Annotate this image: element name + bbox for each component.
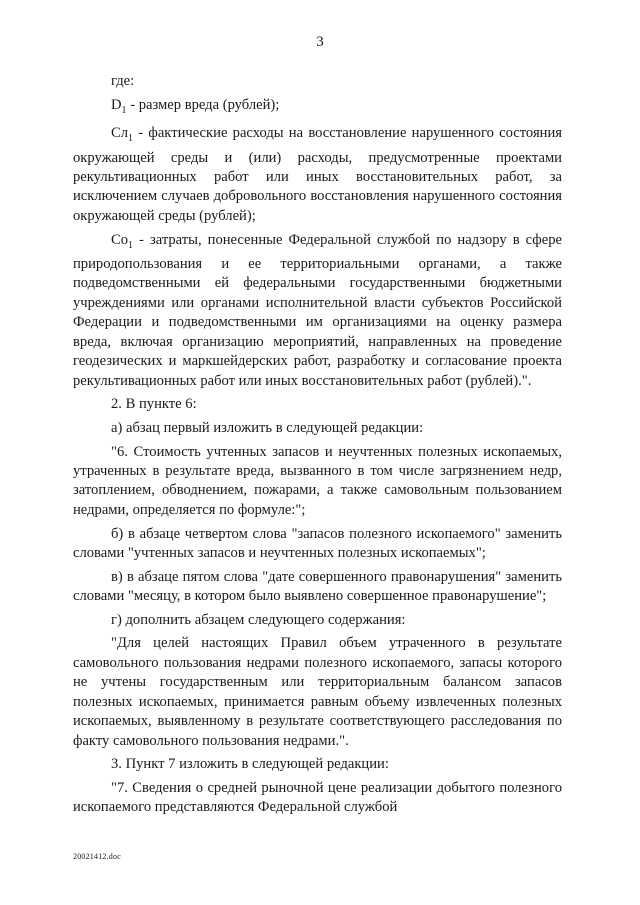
where-label: где: <box>111 73 135 89</box>
file-name-footer: 20021412.doc <box>73 852 121 861</box>
item-2a: а) абзац первый изложить в следующей редакции: <box>111 419 424 436</box>
symbol-subscript: 1 <box>128 239 134 251</box>
definition-text: - размер вреда (рублей); <box>126 96 280 113</box>
page-number: 3 <box>316 34 324 50</box>
document-body <box>73 72 562 818</box>
symbol-co: Со <box>111 231 129 248</box>
symbol-cl: Сл <box>111 125 129 142</box>
definition-co1 <box>73 231 562 392</box>
quote-new-paragraph: "Для целей настоящих Правил объем утраченного в результате самовольного пользования недрами полезного ископаемого, запасы которого не учтены государственным или территориальным балансом запасов полезных ископаемых, принимается равным объему извлеченных полезных ископаемых, выявленному в результате соответствующего расследования по факту самовольного пользования недрами.". <box>73 635 562 749</box>
item-2c: в) в абзаце пятом слова "дате совершенного правонарушения" заменить словами "месяцу, в котором было выявлено совершенное правонарушение"; <box>73 568 562 605</box>
item-2: 2. В пункте 6: <box>111 396 197 413</box>
symbol-d: D <box>111 96 122 113</box>
definition-d1 <box>73 96 562 120</box>
quote-paragraph-6: "6. Стоимость учтенных запасов и неучтенных полезных ископаемых, утраченных в результате вреда, вызванного в том числе загрязнением недр, затоплением, обводнением, пожарами, а также самовольным пользованием недрами, определяется по формуле:"; <box>73 443 562 518</box>
definition-text: - затраты, понесенные Федеральной службой по надзору в сфере природопользования и ее территориальными органами, а также подведомственными ей федеральными государственными бюджетными учреждениями или органами исполнительной власти субъектов Российской Федерации и подведомственными им организациями на оценку размера вреда, включая организацию мероприятий, направленных на проведение геодезических и маркшейдерских работ, разработку и согласование проекта рекультивационных работ или иных восстановительных работ (рублей).". <box>73 231 562 389</box>
item-2b: б) в абзаце четвертом слова "запасов полезного ископаемого" заменить словами "учтенных запасов и неучтенных полезных ископаемых"; <box>73 525 562 561</box>
symbol-subscript: 1 <box>128 133 134 145</box>
quote-paragraph-7: "7. Сведения о средней рыночной цене реализации добытого полезного ископаемого представляются Федеральной службой <box>73 779 562 816</box>
item-3: 3. Пункт 7 изложить в следующей редакции: <box>111 756 389 773</box>
definition-cl1 <box>73 124 562 226</box>
definition-text: - фактические расходы на восстановление нарушенного состояния окружающей среды и (или) расходы, предусмотренные проектами рекультивационных работ или иных восстановительных работ, за исключением случаев добровольного восстановления нарушенного состояния окружающей среды (рублей); <box>73 125 562 224</box>
symbol-subscript: 1 <box>121 104 127 116</box>
item-2d: г) дополнить абзацем следующего содержания: <box>111 611 406 628</box>
